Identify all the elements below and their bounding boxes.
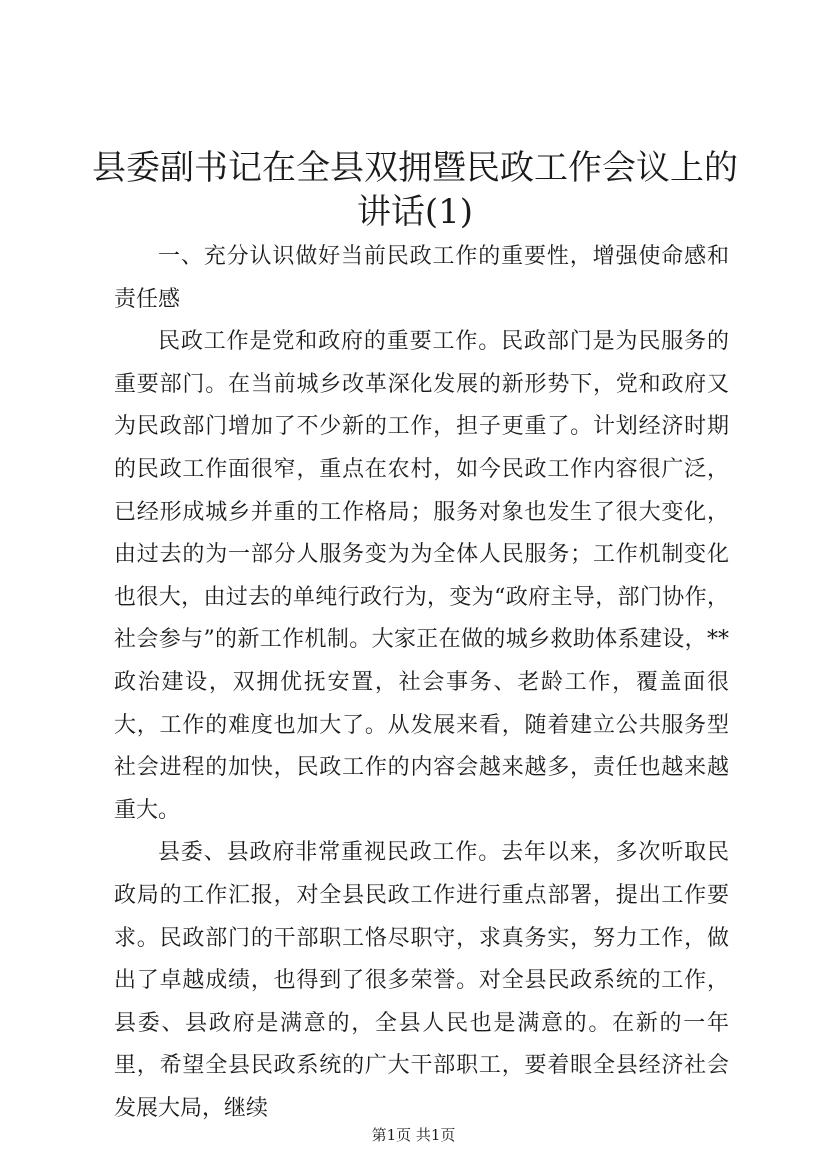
document-body [114,236,729,1130]
page-footer: 第1页 共1页 [371,1126,456,1144]
document-title: 县委副书记在全县双拥暨民政工作会议上的讲话(1) [92,148,738,232]
section-heading: 一、充分认识做好当前民政工作的重要性，增强使命感和责任感 [114,244,729,312]
paragraph-1: 民政工作是党和政府的重要工作。民政部门是为民服务的重要部门。在当前城乡改革深化发展的新形势下，党和政府又为民政部门增加了不少新的工作，担子更重了。计划经济时期的民政工作面很窄，重点在农村，如今民政工作内容很广泛，已经形成城乡并重的工作格局；服务对象也发生了很大变化，由过去的为一部分人服务变为为全体人民服务；工作机制变化也很大，由过去的单纯行政行为，变为“政府主导，部门协作，社会参与”的新工作机制。大家正在做的城乡救助体系建设，**政治建设，双拥优抚安置，社会事务、老龄工作，覆盖面很大，工作的难度也加大了。从发展来看，随着建立公共服务型社会进程的加快，民政工作的内容会越来越多，责任也越来越重大。 [114,329,729,823]
paragraph-2: 县委、县政府非常重视民政工作。去年以来，多次听取民政局的工作汇报，对全县民政工作进行重点部署，提出工作要求。民政部门的干部职工恪尽职守，求真务实，努力工作，做出了卓越成绩，也得到了很多荣誉。对全县民政系统的工作，县委、县政府是满意的，全县人民也是满意的。在新的一年里，希望全县民政系统的广大干部职工，要着眼全县经济社会发展大局，继续 [114,840,729,1121]
